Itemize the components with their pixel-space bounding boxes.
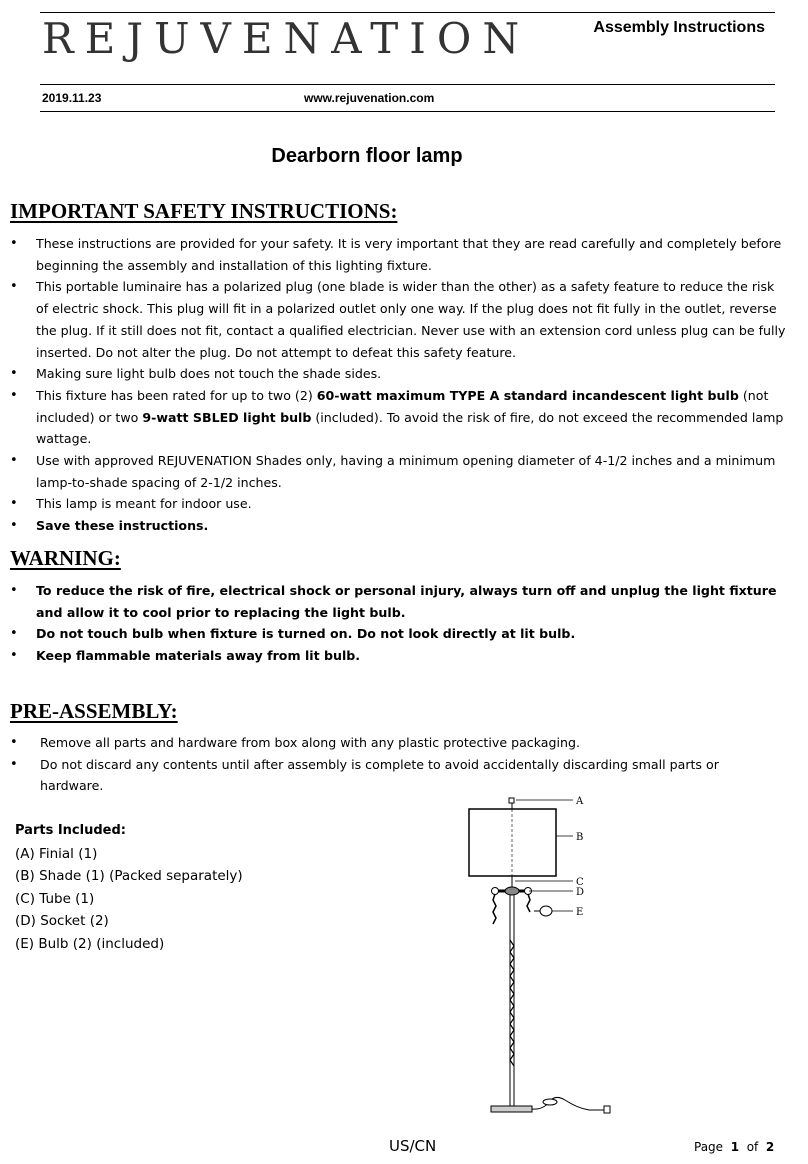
list-item: (A) Finial (1): [15, 845, 98, 862]
list-item: • Making sure light bulb does not touch the shade sides.: [10, 363, 786, 385]
switch-part: [543, 1099, 557, 1105]
finial-part: [509, 798, 514, 803]
preassembly-heading: PRE-ASSEMBLY:: [10, 699, 178, 723]
parts-list: [15, 820, 243, 955]
cord-part: [532, 1097, 605, 1110]
brand-logo: REJUVENATION: [42, 14, 531, 63]
arm-left-knob: [492, 888, 499, 895]
list-item: • Remove all parts and hardware from box along with any plastic protective packaging.: [10, 732, 786, 754]
warning-list: [10, 580, 786, 667]
list-item: • This lamp is meant for indoor use.: [10, 493, 786, 515]
list-item: (E) Bulb (2) (included): [15, 935, 165, 952]
list-item: • Do not discard any contents until after assembly is complete to avoid accidentally discarding small parts or hardware.: [10, 754, 786, 797]
page-number: Page 1 of 2: [694, 1140, 775, 1154]
list-item: • Keep flammable materials away from lit bulb.: [10, 645, 786, 667]
parts-heading: Parts Included:: [15, 823, 126, 838]
list-item: • To reduce the risk of fire, electrical shock or personal injury, always turn off and unplug the light fixture and allow it to cool prior to replacing the light bulb.: [10, 580, 786, 623]
label-a: A: [576, 796, 584, 807]
list-item: • This fixture has been rated for up to two (2) 60-watt maximum TYPE A standard incandescent light bulb (not included) or two 9-watt SBLED light bulb (included). To avoid the risk of fire, do not exceed the recommended lamp wattage.: [10, 385, 786, 450]
label-d: D: [576, 887, 585, 898]
list-item: • Do not touch bulb when fixture is turned on. Do not look directly at lit bulb.: [10, 623, 786, 645]
socket-part-left: [493, 894, 496, 924]
header-bottom-rule: [40, 111, 775, 112]
preassembly-list: [10, 732, 786, 797]
safety-heading: IMPORTANT SAFETY INSTRUCTIONS:: [10, 199, 398, 223]
list-item: • Save these instructions.: [10, 515, 786, 537]
warning-heading: WARNING:: [10, 546, 121, 570]
label-e: E: [576, 907, 584, 918]
doc-type: Assembly Instructions: [593, 19, 765, 36]
pole-twist: [510, 940, 514, 1066]
label-b: B: [576, 832, 584, 843]
base-part: [491, 1106, 532, 1112]
doc-date: 2019.11.23: [42, 91, 102, 105]
list-item: • Use with approved REJUVENATION Shades only, having a minimum opening diameter of 4-1/2 inches and a minimum lamp-to-shade spacing of 2-1/2 inches.: [10, 450, 786, 493]
footer-region: US/CN: [389, 1137, 437, 1155]
list-item: • These instructions are provided for your safety. It is very important that they are read carefully and completely before beginning the assembly and installation of this lighting fixture.: [10, 233, 786, 276]
lamp-diagram: [455, 790, 635, 1120]
arm-hub: [505, 887, 519, 895]
list-item: (C) Tube (1): [15, 890, 95, 907]
website-url: www.rejuvenation.com: [304, 91, 435, 105]
header-rule: [40, 84, 775, 85]
socket-part-right: [527, 894, 530, 912]
list-item: (B) Shade (1) (Packed separately): [15, 868, 243, 884]
header-top-rule: [40, 12, 775, 13]
safety-list: [10, 233, 786, 537]
page-title: Dearborn floor lamp: [271, 145, 463, 167]
plug-part: [604, 1106, 610, 1113]
list-item: (D) Socket (2): [15, 913, 109, 929]
shade-part: [469, 809, 556, 876]
list-item: • This portable luminaire has a polarized plug (one blade is wider than the other) as a safety feature to reduce the risk of electric shock. This plug will fit in a polarized outlet only one way. If the plug does not fit fully in the outlet, reverse the plug. If it still does not fit, contact a qualified electrician. Never use with an extension cord unless plug can be fully inserted. Do not alter the plug. Do not attempt to defeat this safety feature.: [10, 276, 786, 363]
label-c: C: [576, 877, 584, 888]
bulb-part: [540, 906, 552, 916]
